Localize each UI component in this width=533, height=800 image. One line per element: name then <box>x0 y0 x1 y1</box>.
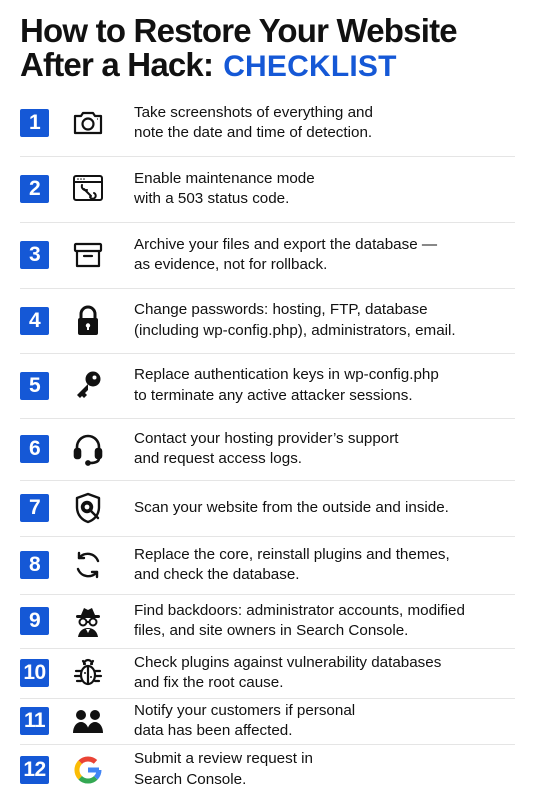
step-text-line-1: Enable maintenance mode <box>134 169 315 187</box>
step-text-line-1: Check plugins against vulnerability databases <box>134 653 442 671</box>
step-text-line-2: with a 503 status code. <box>134 190 290 208</box>
step-text-line-1: Scan your website from the outside and inside. <box>134 499 449 517</box>
maintenance-window-icon <box>68 169 108 209</box>
step-text-line-2: and check the database. <box>134 566 300 584</box>
archive-box-icon <box>68 235 108 275</box>
refresh-icon <box>68 545 108 585</box>
step-text <box>126 653 515 694</box>
page-title <box>20 14 515 83</box>
step-text-line-2: and request access logs. <box>134 450 303 468</box>
step-number-badge: 7 <box>20 494 49 522</box>
step-text-line-2: data has been affected. <box>134 722 293 740</box>
step-text <box>126 169 515 210</box>
google-icon <box>68 750 108 790</box>
step-number-badge: 10 <box>20 659 49 687</box>
step-number-badge: 2 <box>20 175 49 203</box>
step-number-badge: 8 <box>20 551 49 579</box>
shield-search-icon <box>68 488 108 528</box>
step-text-line-1: Change passwords: hosting, FTP, database <box>134 301 428 319</box>
step-text-line-2: files, and site owners in Search Console. <box>134 622 409 640</box>
headset-icon <box>68 429 108 469</box>
checklist-item-6 <box>20 419 515 481</box>
step-text <box>126 365 515 406</box>
step-text <box>126 749 515 790</box>
padlock-icon <box>68 301 108 341</box>
spy-icon <box>68 601 108 641</box>
step-text-line-2: (including wp-config.php), administrators, email. <box>134 321 456 339</box>
step-number-badge: 9 <box>20 607 49 635</box>
step-text-line-2: Search Console. <box>134 770 247 788</box>
checklist-item-3 <box>20 223 515 289</box>
step-text-line-1: Find backdoors: administrator accounts, modified <box>134 601 465 619</box>
title-line-2-text: After a Hack: <box>20 45 214 83</box>
step-number-badge: 4 <box>20 307 49 335</box>
step-number-badge: 3 <box>20 241 49 269</box>
step-number-badge: 1 <box>20 109 49 137</box>
step-text <box>126 300 515 341</box>
checklist-item-12 <box>20 745 515 795</box>
checklist <box>20 91 515 795</box>
step-number-badge: 11 <box>20 707 49 735</box>
step-text-line-1: Replace authentication keys in wp-config.php <box>134 366 439 384</box>
checklist-item-1 <box>20 91 515 157</box>
checklist-item-10 <box>20 649 515 699</box>
step-text <box>126 498 515 519</box>
step-text-line-2: and fix the root cause. <box>134 674 284 692</box>
step-text-line-1: Contact your hosting provider’s support <box>134 429 399 447</box>
title-line-1: How to Restore Your Website <box>20 12 457 49</box>
step-text-line-1: Take screenshots of everything and <box>134 103 373 121</box>
bug-icon <box>68 653 108 693</box>
step-number-badge: 12 <box>20 756 49 784</box>
users-icon <box>68 701 108 741</box>
checklist-item-7 <box>20 481 515 537</box>
checklist-item-2 <box>20 157 515 223</box>
step-number-badge: 6 <box>20 435 49 463</box>
step-text-line-2: to terminate any active attacker sessions. <box>134 386 413 404</box>
checklist-item-8 <box>20 537 515 595</box>
key-icon <box>68 366 108 406</box>
checklist-item-5 <box>20 354 515 419</box>
step-text <box>126 103 515 144</box>
step-text <box>126 701 515 742</box>
step-text <box>126 601 515 642</box>
title-line-2 <box>20 45 515 83</box>
step-text-line-1: Notify your customers if personal <box>134 701 356 719</box>
step-text-line-1: Archive your files and export the database — <box>134 235 438 253</box>
checklist-item-11 <box>20 699 515 745</box>
checklist-item-9 <box>20 595 515 649</box>
step-text-line-1: Replace the core, reinstall plugins and themes, <box>134 545 450 563</box>
step-text <box>126 429 515 470</box>
step-text <box>126 235 515 276</box>
title-accent: CHECKLIST <box>223 49 397 83</box>
step-text <box>126 545 515 586</box>
checklist-item-4 <box>20 289 515 354</box>
camera-icon <box>68 103 108 143</box>
step-text-line-2: note the date and time of detection. <box>134 124 373 142</box>
step-number-badge: 5 <box>20 372 49 400</box>
step-text-line-2: as evidence, not for rollback. <box>134 256 328 274</box>
step-text-line-1: Submit a review request in <box>134 750 313 768</box>
